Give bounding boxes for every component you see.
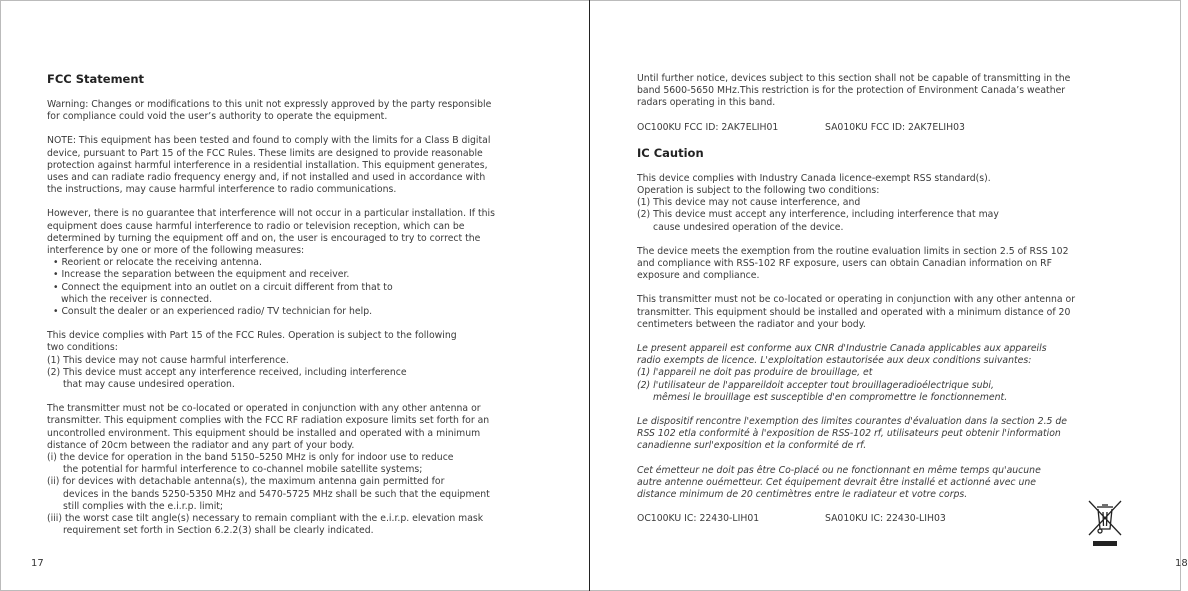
right-column	[637, 73, 1127, 537]
french-exemption-paragraph	[637, 416, 1127, 453]
left-column	[47, 72, 537, 550]
text-line: (iii) the worst case tilt angle(s) necessary to remain compliant with the e.i.r.p. elevation mask	[47, 513, 484, 525]
text-line: centimeters between the radiator and your body.	[637, 318, 866, 330]
page-divider	[589, 0, 590, 591]
fcc-id-sa010ku: SA010KU FCC ID: 2AK7ELIH03	[825, 121, 965, 133]
fcc-ids	[637, 122, 1127, 134]
text-line: radio exempts de licence. L'exploitation estautorisée aux deux conditions suivantes:	[637, 355, 1032, 367]
text-line: This device complies with Part 15 of the FCC Rules. Operation is subject to the following	[47, 330, 457, 342]
text-line: The device meets the exemption from the routine evaluation limits in section 2.5 of RSS 102	[637, 245, 1069, 257]
measure-item: • Connect the equipment into an outlet on a circuit different from that to	[53, 281, 393, 293]
text-line: autre antenne ouémetteur. Cet équipement devrait être installé et actionné avec une	[637, 476, 1036, 488]
text-line: the potential for harmful interference to co-channel mobile satellite systems;	[63, 464, 423, 476]
text-line: RSS 102 etla conformité à l'exposition de RSS-102 rf, utilisateurs peut obtenir l'information	[637, 428, 1061, 440]
note-paragraph	[47, 135, 537, 196]
text-line: radars operating in this band.	[637, 97, 776, 109]
ic-caution-title: IC Caution	[637, 145, 704, 160]
colocate-paragraph	[637, 294, 1127, 331]
ic-ids	[637, 513, 1127, 525]
text-line: and compliance with RSS-102 RF exposure, users can obtain Canadian information on RF	[637, 258, 1052, 270]
text-line: The transmitter must not be co-located or operated in conjunction with any other antenna or	[47, 403, 481, 415]
text-line: uses and can radiate radio frequency energy and, if not installed and used in accordance with	[47, 172, 486, 184]
text-line: This transmitter must not be co-located or operating in conjunction with any other antenna or	[637, 294, 1076, 306]
text-line: cause undesired operation of the device.	[653, 221, 844, 233]
text-line: This device complies with Industry Canada licence-exempt RSS standard(s).	[637, 172, 991, 184]
text-line: two conditions:	[47, 342, 118, 354]
text-line: that may cause undesired operation.	[63, 379, 235, 391]
text-line: transmitter. This equipment complies with the FCC RF radiation exposure limits set forth for an	[47, 415, 490, 427]
text-line: Le present appareil est conforme aux CNR d'Industrie Canada applicables aux appareils	[637, 343, 1047, 355]
text-line: Le dispositif rencontre l'exemption des limites courantes d'évaluation dans la section 2.5 de	[637, 416, 1068, 428]
crossed-out-wheelie-bin-icon	[1088, 498, 1122, 548]
text-line: (1) This device may not cause harmful interference.	[47, 354, 289, 366]
text-line: mêmesi le brouillage est susceptible d'en compromettre le fonctionnement.	[653, 391, 1008, 403]
ic-id-oc100ku: OC100KU IC: 22430-LIH01	[637, 513, 760, 525]
page-number-right: 18	[1175, 558, 1188, 569]
text-line: equipment does cause harmful interference to radio or television reception, which can be	[47, 220, 465, 232]
ic-id-sa010ku: SA010KU IC: 22430-LIH03	[825, 513, 946, 525]
measure-item-continued: which the receiver is connected.	[61, 293, 213, 305]
text-line: Cet émetteur ne doit pas être Co-placé ou ne fonctionnant en même temps qu'aucune	[637, 464, 1041, 476]
text-line: device, pursuant to Part 15 of the FCC Rules. These limits are designed to provide reasonable	[47, 147, 483, 159]
text-line: However, there is no guarantee that interference will not occur in a particular installation. If this	[47, 208, 495, 220]
text-line: transmitter. This equipment should be installed and operated with a minimum distance of 20	[637, 306, 1071, 318]
text-line: NOTE: This equipment has been tested and found to comply with the limits for a Class B digital	[47, 135, 491, 147]
french-conformity-paragraph	[637, 343, 1127, 404]
text-line: interference by one or more of the following measures:	[47, 245, 305, 257]
french-colocate-paragraph	[637, 465, 1127, 502]
right-page	[591, 0, 1188, 591]
text-line: Warning: Changes or modifications to this unit not expressly approved by the party responsible	[47, 99, 492, 110]
text-line: distance of 20cm between the radiator and any part of your body.	[47, 439, 355, 451]
fcc-id-oc100ku: OC100KU FCC ID: 2AK7ELIH01	[637, 121, 779, 133]
part15-paragraph	[47, 330, 537, 391]
warning-paragraph	[47, 99, 537, 123]
text-line: the instructions, may cause harmful interference to radio communications.	[47, 184, 397, 196]
text-line: determined by turning the equipment off and on, the user is encouraged to try to correct the	[47, 232, 481, 244]
fcc-statement-title: FCC Statement	[47, 72, 145, 86]
notice-paragraph	[637, 73, 1127, 110]
measure-item: • Reorient or relocate the receiving antenna.	[53, 257, 262, 269]
text-line: (ii) for devices with detachable antenna(s), the maximum antenna gain permitted for	[47, 476, 445, 488]
text-line: (1) This device may not cause interference, and	[637, 197, 861, 209]
text-line: Until further notice, devices subject to this section shall not be capable of transmitting in the	[637, 73, 1071, 84]
text-line: (1) l'appareil ne doit pas produire de brouillage, et	[637, 367, 873, 379]
text-line: canadienne surl'exposition et la conformité de rf.	[637, 440, 867, 452]
text-line: (2) This device must accept any interference received, including interference	[47, 366, 407, 378]
text-line: Operation is subject to the following two conditions:	[637, 185, 880, 197]
text-line: requirement set forth in Section 6.2.2(3) shall be clearly indicated.	[63, 525, 374, 537]
text-line: distance minimum de 20 centimètres entre le radiateur et votre corps.	[637, 489, 968, 501]
text-line: (i) the device for operation in the band 5150–5250 MHz is only for indoor use to reduce	[47, 452, 454, 464]
text-line: (2) This device must accept any interference, including interference that may	[637, 209, 999, 221]
left-page	[0, 0, 590, 591]
ic-intro-paragraph	[637, 173, 1127, 234]
text-line: still complies with the e.i.r.p. limit;	[63, 500, 224, 512]
text-line: band 5600-5650 MHz.This restriction is for the protection of Environment Canada’s weather	[637, 85, 1066, 97]
however-paragraph	[47, 208, 537, 318]
page-number-left: 17	[31, 558, 44, 569]
exemption-paragraph	[637, 246, 1127, 283]
transmitter-paragraph	[47, 403, 537, 537]
measure-item: • Consult the dealer or an experienced radio/ TV technician for help.	[53, 306, 373, 318]
text-line: uncontrolled environment. This equipment should be installed and operated with a minimum	[47, 427, 481, 439]
text-line: (2) l'utilisateur de l'appareildoit accepter tout brouillageradioélectrique subi,	[637, 379, 994, 391]
text-line: devices in the bands 5250-5350 MHz and 5470-5725 MHz shall be such that the equipment	[63, 488, 490, 500]
text-line: protection against harmful interference in a residential installation. This equipment generates,	[47, 159, 488, 171]
measure-item: • Increase the separation between the equipment and receiver.	[53, 269, 350, 281]
text-line: for compliance could void the user’s authority to operate the equipment.	[47, 111, 388, 123]
text-line: exposure and compliance.	[637, 270, 760, 282]
